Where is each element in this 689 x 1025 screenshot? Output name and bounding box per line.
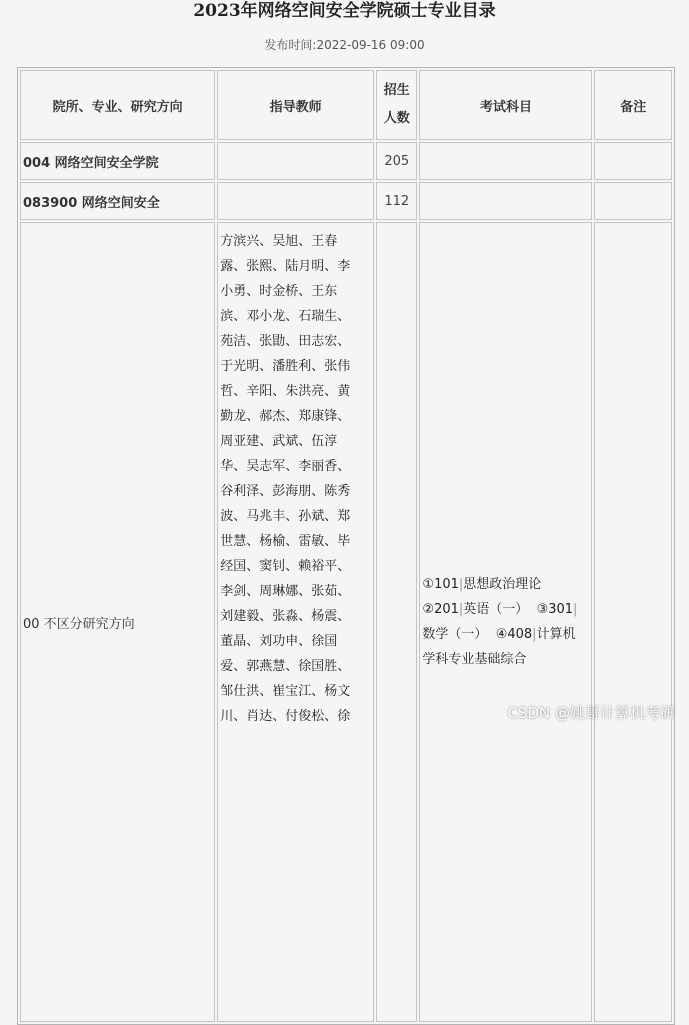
exam-line-2 — [422, 597, 589, 622]
header-row — [20, 70, 672, 140]
exam-subject: 数学（一） — [422, 627, 488, 642]
advisor-line: 波、马兆丰、孙斌、郑 — [220, 509, 351, 524]
program-cell: 00 不区分研究方向 — [20, 222, 215, 1022]
exam-code: ④408 — [495, 627, 533, 642]
advisor-line: 刘建毅、张淼、杨震、 — [220, 609, 351, 624]
advisor-line: 小勇、时金桥、王东 — [220, 284, 338, 299]
advisor-cell — [217, 222, 374, 1022]
header-quota-line2: 人数 — [383, 111, 410, 126]
exam-separator: | — [458, 602, 464, 617]
publish-value: 2022-09-16 09:00 — [316, 38, 425, 52]
note-cell — [594, 142, 672, 180]
exam-subject: 计算机 — [536, 627, 576, 642]
header-quota — [376, 70, 417, 140]
exam-line-4 — [422, 647, 589, 672]
advisor-line: 露、张熙、陆月明、李 — [220, 259, 351, 274]
exam-separator: | — [532, 627, 537, 642]
exam-subject: 思想政治理论 — [463, 577, 542, 592]
advisor-line: 李剑、周琳娜、张茹、 — [220, 584, 351, 599]
quota-cell — [376, 222, 417, 1022]
exam-subject: 英语（一） — [463, 602, 529, 617]
exam-separator: | — [458, 577, 464, 592]
exam-cell — [419, 222, 592, 1022]
advisor-cell — [217, 182, 374, 220]
advisor-line: 于光明、潘胜利、张伟 — [220, 359, 351, 374]
advisor-line: 周亚建、武斌、伍淳 — [220, 434, 338, 449]
advisor-line: 爱、郭燕慧、徐国胜、 — [220, 659, 351, 674]
note-cell — [594, 182, 672, 220]
header-quota-line1: 招生 — [383, 83, 410, 98]
exam-subject: 学科专业基础综合 — [422, 652, 527, 667]
advisor-line: 滨、邓小龙、石瑞生、 — [220, 309, 351, 324]
header-exam: 考试科目 — [419, 70, 592, 140]
advisor-line: 勤龙、郝杰、郑康锋、 — [220, 409, 351, 424]
page-title: 2023年网络空间安全学院硕士专业目录 — [193, 1, 496, 21]
table-row — [20, 182, 672, 220]
publish-label: 发布时间: — [264, 38, 317, 52]
exam-separator: | — [573, 602, 578, 617]
note-cell — [594, 222, 672, 1022]
program-cell: 083900 网络空间安全 — [20, 182, 215, 220]
exam-code: ③301 — [536, 602, 574, 617]
program-cell: 004 网络空间安全学院 — [20, 142, 215, 180]
header-note: 备注 — [594, 70, 672, 140]
advisor-line: 苑洁、张勖、田志宏、 — [220, 334, 351, 349]
advisor-line: 华、吴志军、李丽香、 — [220, 459, 351, 474]
exam-cell — [419, 182, 592, 220]
exam-cell — [419, 142, 592, 180]
advisor-line: 哲、辛阳、朱洪亮、黄 — [220, 384, 351, 399]
header-advisor: 指导教师 — [217, 70, 374, 140]
exam-code: ①101 — [422, 577, 459, 592]
quota-cell: 205 — [376, 142, 417, 180]
header-program: 院所、专业、研究方向 — [20, 70, 215, 140]
table-row — [20, 142, 672, 180]
advisor-cell — [217, 142, 374, 180]
exam-line-3 — [422, 622, 589, 647]
advisor-line: 方滨兴、吴旭、王春 — [220, 234, 338, 249]
advisor-line: 经国、窦钊、赖裕平、 — [220, 559, 351, 574]
advisor-line: 世慧、杨榆、雷敏、毕 — [220, 534, 351, 549]
advisor-line: 川、肖达、付俊松、徐 — [220, 709, 351, 724]
publish-time — [0, 36, 689, 53]
advisor-line: 邹仕洪、崔宝江、杨文 — [220, 684, 351, 699]
advisor-line: 董晶、刘功申、徐国 — [220, 634, 338, 649]
exam-line-1 — [422, 572, 589, 597]
advisor-line: 谷利泽、彭海朋、陈秀 — [220, 484, 351, 499]
catalog-table — [17, 67, 675, 1025]
table-row — [20, 222, 672, 1022]
exam-code: ②201 — [422, 602, 459, 617]
csdn-watermark: CSDN @姚哥计算机考研 — [507, 704, 675, 722]
quota-cell: 112 — [376, 182, 417, 220]
